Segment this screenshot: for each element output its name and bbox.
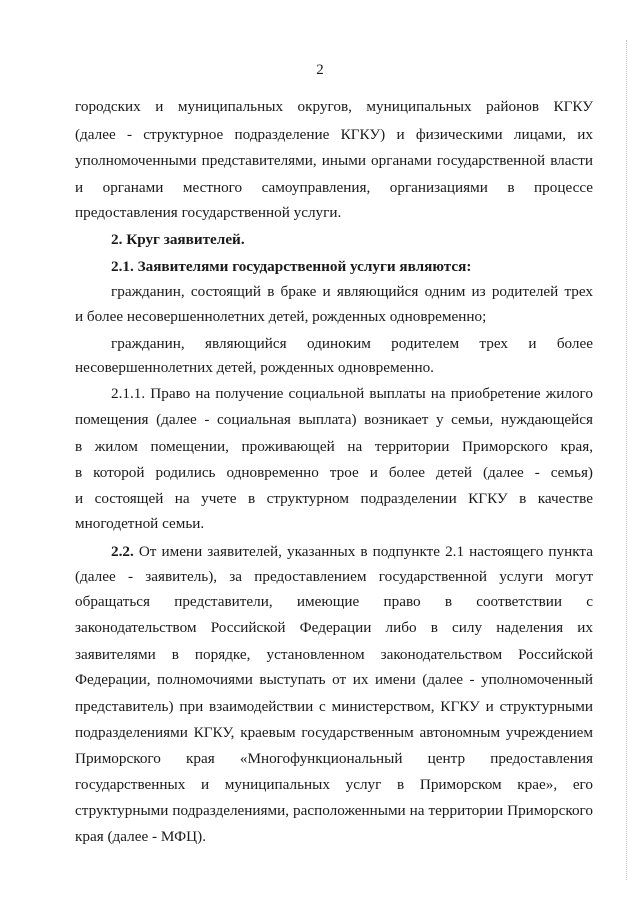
text-line: и более несовершеннолетних детей, рожденных одновременно; [75, 308, 487, 325]
page-number: 2 [316, 62, 324, 78]
text-line: 2.1.1. Право на получение социальной выплаты на приобретение жилого [111, 385, 593, 402]
text-line: Приморского края «Многофункциональный центр предоставления [75, 750, 593, 767]
text-line: (далее - структурное подразделение КГКУ) и физическими лицами, их [75, 126, 593, 143]
text-line: предоставления государственной услуги. [75, 204, 342, 221]
text-line: в жилом помещении, проживающей на территории Приморского края, [75, 438, 593, 455]
scan-edge-mark [626, 40, 628, 880]
paragraph-label: 2.2. [111, 543, 134, 560]
text-line: подразделениями КГКУ, краевым государственным автономным учреждением [75, 724, 593, 741]
text-line: заявителями в порядке, установленном законодательством Российской [75, 646, 593, 663]
text-line [111, 542, 593, 562]
subsection-heading: 2.1. Заявителями государственной услуги являются: [111, 258, 472, 275]
text-line: несовершеннолетних детей, рожденных одновременно. [75, 359, 434, 376]
text-line: обращаться представители, имеющие право в соответствии с [75, 593, 593, 610]
text-line: и органами местного самоуправления, организациями в процессе [75, 179, 593, 196]
text-line: гражданин, состоящий в браке и являющийся одним из родителей трех [111, 283, 593, 300]
text-line: структурными подразделениями, расположенными на территории Приморского [75, 802, 593, 819]
text-line: края (далее - МФЦ). [75, 828, 206, 845]
text-line: Федерации, полномочиями выступать от их имени (далее - уполномоченный [75, 671, 593, 688]
text-line: городских и муниципальных округов, муниципальных районов КГКУ [75, 98, 593, 115]
section-heading: 2. Круг заявителей. [111, 231, 245, 248]
text-line: представитель) при взаимодействии с министерством, КГКУ и структурными [75, 698, 593, 715]
text-line-content: От имени заявителей, указанных в подпункте 2.1 настоящего пункта [138, 543, 593, 560]
text-line: законодательством Российской Федерации либо в силу наделения их [75, 619, 593, 636]
text-line: в которой родились одновременно трое и более детей (далее - семья) [75, 464, 593, 481]
text-line: (далее - заявитель), за предоставлением государственной услуги могут [75, 568, 593, 585]
text-line: уполномоченными представителями, иными органами государственной власти [75, 152, 593, 169]
text-line: помещения (далее - социальная выплата) возникает у семьи, нуждающейся [75, 411, 593, 428]
text-line: гражданин, являющийся одиноким родителем трех и более [111, 335, 593, 352]
text-line: государственных и муниципальных услуг в Приморском крае», его [75, 776, 593, 793]
text-line: и состоящей на учете в структурном подразделении КГКУ в качестве [75, 490, 593, 507]
text-line: многодетной семьи. [75, 515, 205, 532]
